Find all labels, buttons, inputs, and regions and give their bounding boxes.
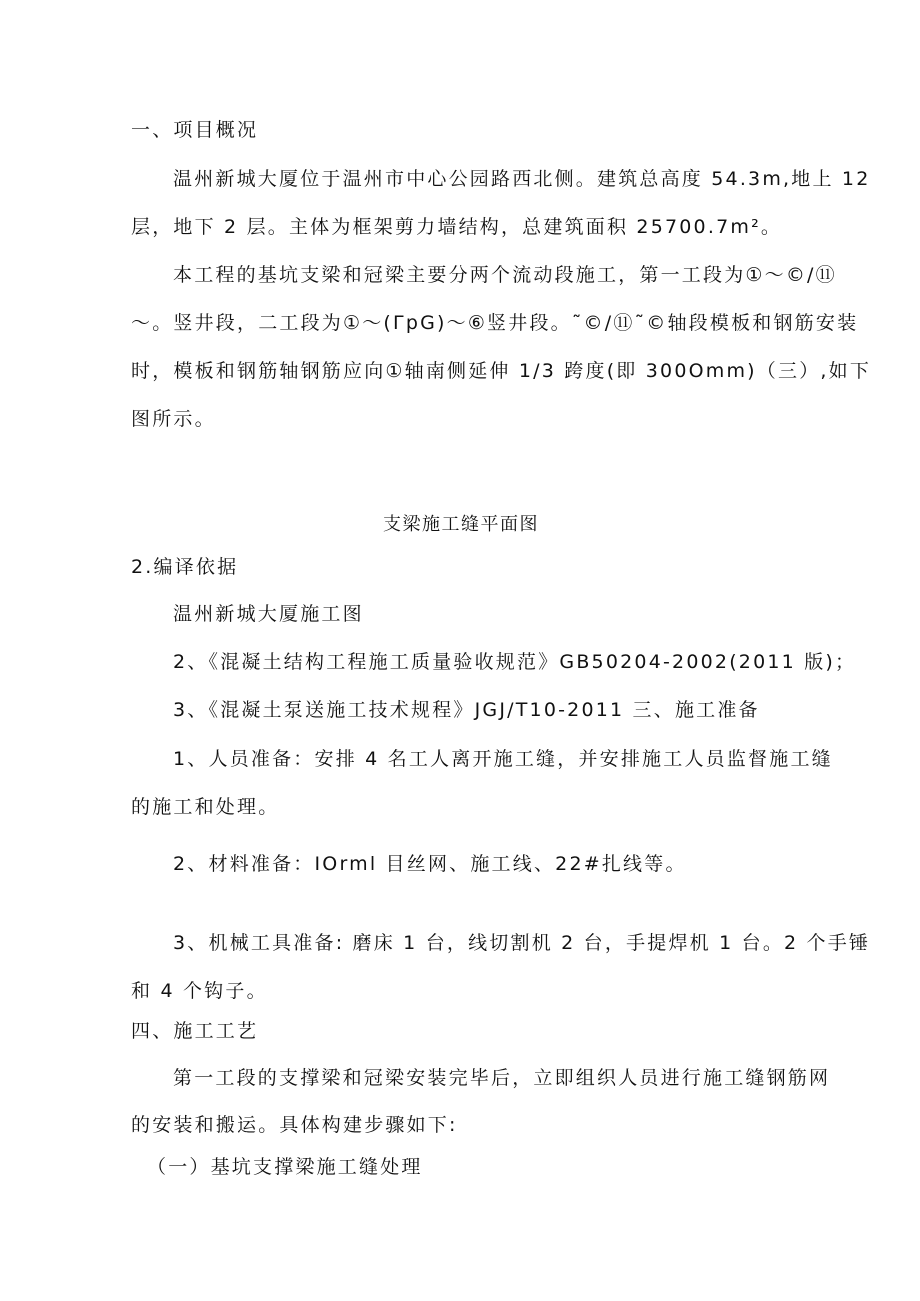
basis-item: 2、《混凝土结构工程施工质量验收规范》GB50204-2002(2011 版)；	[173, 651, 857, 673]
preparation-item: 1、人员准备：安排 4 名工人离开施工缝，并安排施工人员监督施工缝	[173, 748, 833, 770]
figure-caption: 支梁施工缝平面图	[383, 514, 539, 535]
process-paragraph-line: 的安装和搬运。具体构建步骤如下:	[131, 1114, 458, 1136]
process-subheading: （一）基坑支撑梁施工缝处理	[147, 1156, 423, 1178]
overview-paragraph-line: 时，模板和钢筋轴钢筋应向①轴南侧延伸 1/3 跨度(即 300Omm)（三）,如下	[131, 360, 872, 382]
section-heading-overview: 一、项目概况	[131, 119, 259, 141]
process-paragraph-line: 第一工段的支撑梁和冠梁安装完毕后，立即组织人员进行施工缝钢筋网	[173, 1067, 831, 1089]
section-heading-process: 四、施工工艺	[131, 1020, 259, 1042]
preparation-item: 的施工和处理。	[131, 796, 280, 818]
preparation-item: 和 4 个钩子。	[131, 980, 268, 1002]
overview-paragraph-line: 层，地下 2 层。主体为框架剪力墙结构，总建筑面积 25700.7m²。	[131, 216, 783, 238]
overview-paragraph-line: ～。竖井段，二工段为①～(ΓpG)～⑥竖井段。˜©/⑪˜©轴段模板和钢筋安装	[131, 312, 859, 334]
basis-item: 3、《混凝土泵送施工技术规程》JGJ/T10-2011 三、施工准备	[173, 699, 760, 721]
overview-paragraph-line: 温州新城大厦位于温州市中心公园路西北侧。建筑总高度 54.3m,地上 12	[173, 168, 871, 190]
preparation-item: 3、机械工具准备: 磨床 1 台，线切割机 2 台，手提焊机 1 台。2 个手锤	[173, 932, 871, 954]
overview-paragraph-line: 本工程的基坑支梁和冠梁主要分两个流动段施工，第一工段为①～©/⑪	[173, 264, 837, 286]
overview-paragraph-line: 图所示。	[131, 408, 216, 430]
section-heading-basis: 2.编译依据	[131, 556, 239, 578]
preparation-item: 2、材料准备：IOrml 目丝网、施工线、22#扎线等。	[173, 853, 687, 875]
basis-item: 温州新城大厦施工图	[173, 603, 364, 625]
